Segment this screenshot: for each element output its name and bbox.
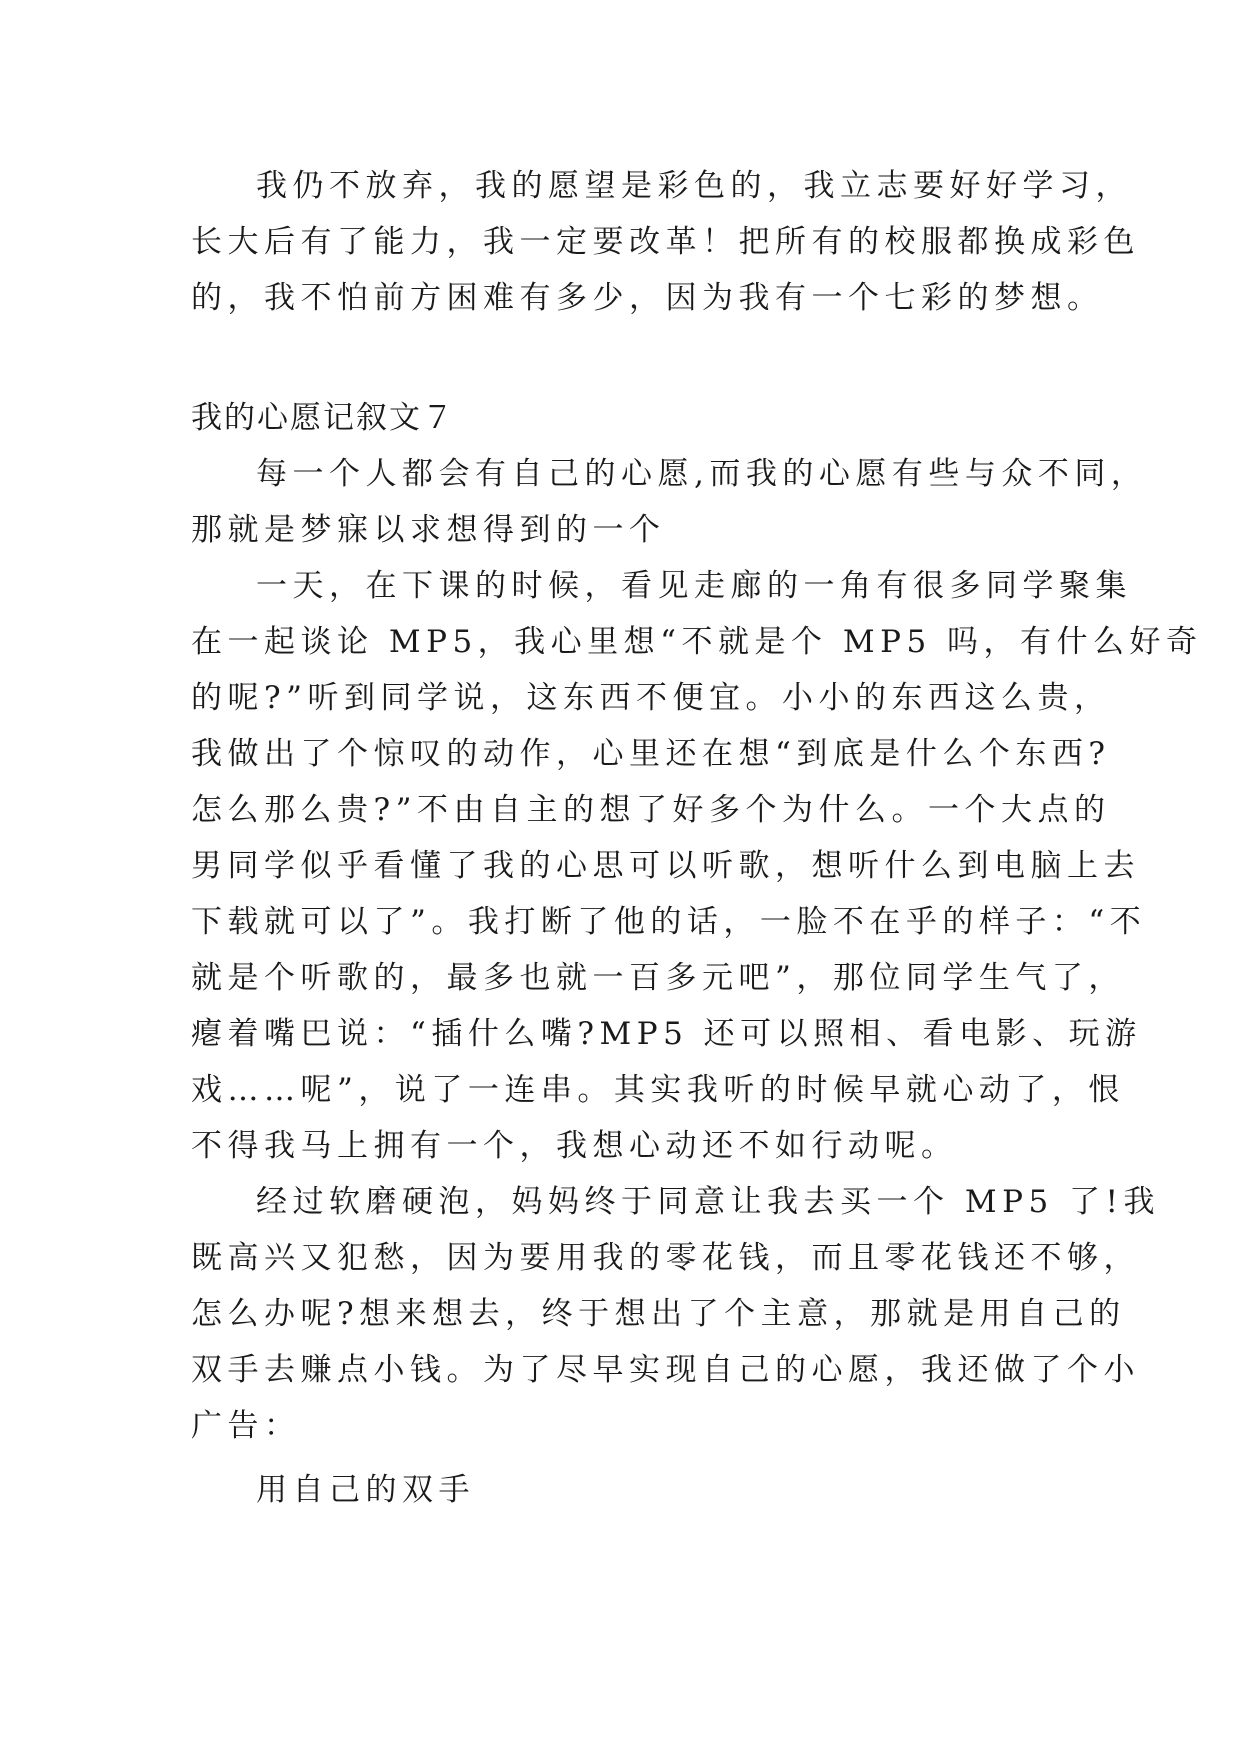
paragraph-line: 经过软磨硬泡，妈妈终于同意让我去买一个 MP5 了!我 <box>256 1184 1160 1220</box>
paragraph-line: 每一个人都会有自己的心愿,而我的心愿有些与众不同， <box>256 456 1148 492</box>
paragraph-line: 广告： <box>191 1408 301 1444</box>
paragraph-line: 戏……呢”，说了一连串。其实我听的时候早就心动了，恨 <box>191 1072 1125 1108</box>
paragraph-line: 既高兴又犯愁，因为要用我的零花钱，而且零花钱还不够， <box>191 1240 1140 1276</box>
paragraph-line: 长大后有了能力，我一定要改革！把所有的校服都换成彩色 <box>191 224 1140 260</box>
paragraph-line: 那就是梦寐以求想得到的一个 <box>191 512 666 548</box>
paragraph-line: 下载就可以了”。我打断了他的话，一脸不在乎的样子：“不 <box>191 904 1147 940</box>
paragraph-line: 一天，在下课的时候，看见走廊的一角有很多同学聚集 <box>256 568 1132 604</box>
paragraph-line: 双手去赚点小钱。为了尽早实现自己的心愿，我还做了个小 <box>191 1352 1140 1388</box>
paragraph-line: 不得我马上拥有一个，我想心动还不如行动呢。 <box>191 1128 958 1164</box>
paragraph-line: 我做出了个惊叹的动作，心里还在想“到底是什么个东西? <box>191 736 1111 772</box>
paragraph-line: 怎么那么贵?”不由自主的想了好多个为什么。一个大点的 <box>191 792 1111 828</box>
paragraph-line: 瘪着嘴巴说：“插什么嘴?MP5 还可以照相、看电影、玩游 <box>191 1016 1142 1052</box>
paragraph-line: 的呢?”听到同学说，这东西不便宜。小小的东西这么贵， <box>191 680 1111 716</box>
paragraph-line: 就是个听歌的，最多也就一百多元吧”，那位同学生气了， <box>191 960 1125 996</box>
paragraph-line: 在一起谈论 MP5，我心里想“不就是个 MP5 吗，有什么好奇 <box>191 624 1203 660</box>
paragraph-line: 怎么办呢?想来想去，终于想出了个主意，那就是用自己的 <box>191 1296 1126 1332</box>
paragraph-line: 我仍不放弃，我的愿望是彩色的，我立志要好好学习， <box>256 168 1132 204</box>
paragraph-line: 用自己的双手 <box>256 1472 475 1508</box>
paragraph-line: 的，我不怕前方困难有多少，因为我有一个七彩的梦想。 <box>191 280 1104 316</box>
section-heading: 我的心愿记叙文７ <box>191 400 455 436</box>
paragraph-line: 男同学似乎看懂了我的心思可以听歌，想听什么到电脑上去 <box>191 848 1140 884</box>
